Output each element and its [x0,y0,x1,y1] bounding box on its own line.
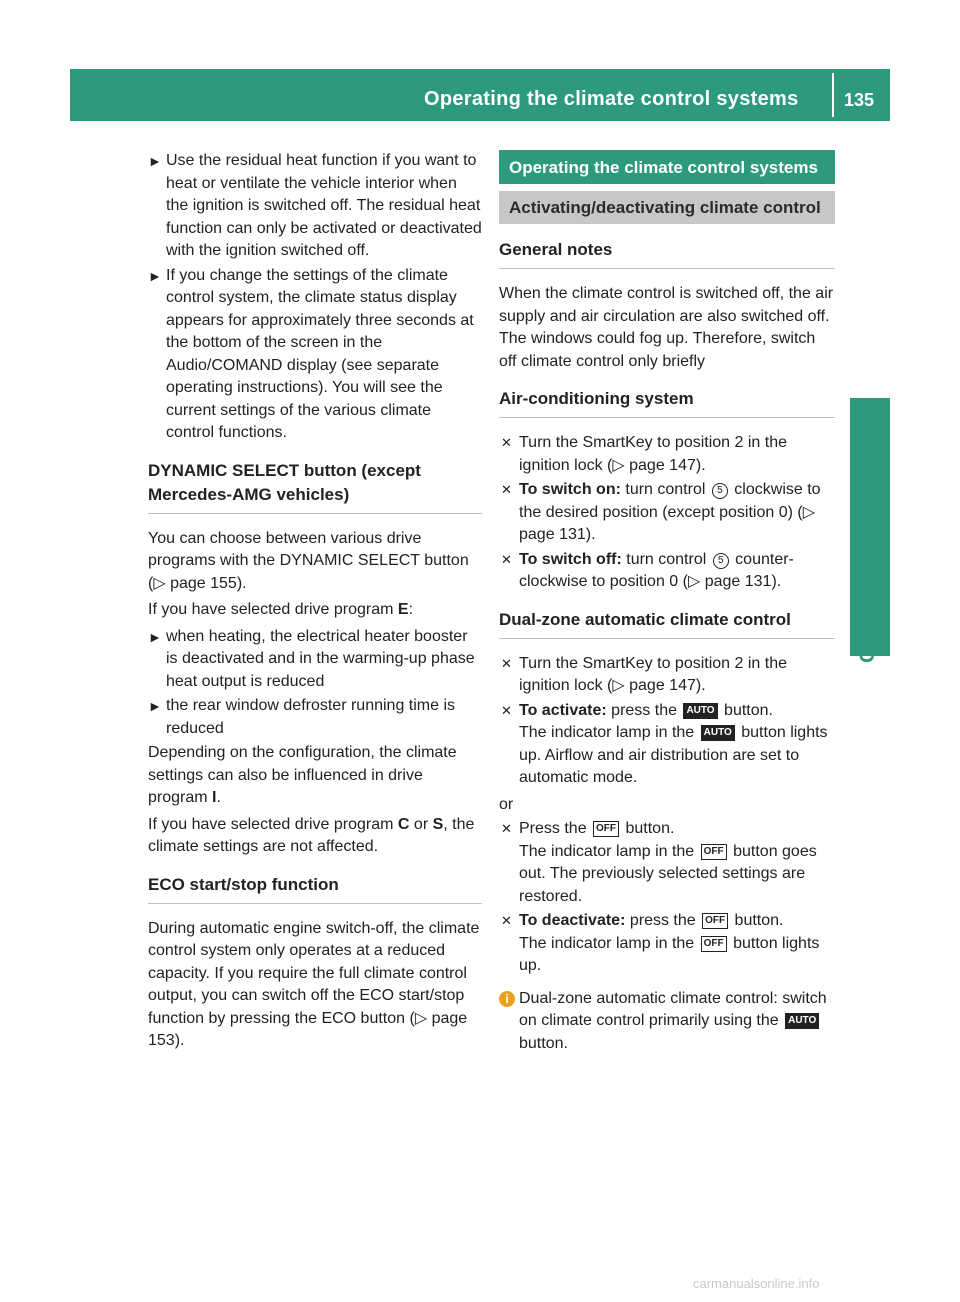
step-item: ✕ To activate: press the AUTO button. The indicator lamp in the AUTO button lights up. Airflow and air distribution are set to automatic mode. [501,701,828,786]
list-item [148,695,482,740]
paragraph: During automatic engine switch-off, the climate control system only operates at a reduced capacity. If you require the full climate control output, you can switch off the ECO start/stop function by pressing the ECO button (▷ page 153). [148,919,480,1049]
bullet-marker-icon: ► [148,267,162,284]
step-item: ✕ Turn the SmartKey to position 2 in the ignition lock (▷ page 147). [501,434,787,474]
bullet-text: when heating, the electrical heater booster is deactivated and in the warming-up phase heat output is reduced [166,627,475,690]
step-item: ✕ Press the OFF button. The indicator lamp in the OFF button goes out. The previously selected settings are restored. [501,820,817,905]
info-note: i Dual-zone automatic climate control: switch on climate control primarily using the AUTO button. [499,988,835,1056]
control-5-icon: 5 [713,553,729,569]
page-number: 135 [844,90,875,110]
step-item: ✕ To switch off: turn control 5 counter-clockwise to position 0 (▷ page 131). [501,550,794,590]
list-item [148,626,482,694]
chapter-label: Climate control [856,510,879,663]
left-column [148,150,482,1057]
auto-button-icon: AUTO [683,703,717,719]
section-heading-dual-zone: Dual-zone automatic climate control [499,608,835,639]
section-banner-operating: Operating the climate control systems [499,150,835,184]
page-title: Operating the climate control systems [424,88,799,110]
paragraph: When the climate control is switched off, the air supply and air circulation are also switched off. The windows could fog up. Therefore, switch off climate control only briefly [499,285,834,370]
off-button-icon: OFF [701,936,727,952]
bullet-marker-icon: ► [148,698,162,714]
off-button-icon: OFF [593,821,619,837]
bullet-text: the rear window defroster running time is reduced [166,697,456,737]
paragraph: Depending on the configuration, the climate settings can also be influenced in drive program I. [148,744,457,806]
header-divider [832,73,834,117]
off-button-icon: OFF [701,844,727,860]
step-arrow-icon: ✕ [501,655,512,671]
or-separator: or [499,795,514,813]
list-item [148,265,482,445]
list-item [148,150,482,263]
section-heading-dynamic-select: DYNAMIC SELECT button (except Mercedes-AMG vehicles) [148,459,482,514]
step-arrow-icon: ✕ [501,702,512,718]
section-heading-air-conditioning: Air-conditioning system [499,387,835,418]
paragraph: If you have selected drive program C or S, the climate settings are not affected. [148,815,475,855]
auto-button-icon: AUTO [785,1013,819,1029]
subsection-banner-activating: Activating/deactivating climate control [499,191,835,224]
off-button-icon: OFF [702,913,728,929]
step-arrow-icon: ✕ [501,821,512,836]
step-arrow-icon: ✕ [501,435,512,450]
control-5-icon: 5 [712,483,728,499]
step-item: ✕ To deactivate: press the OFF button. The indicator lamp in the OFF button lights up. [501,912,820,974]
right-column [499,150,835,1055]
bullet-marker-icon: ► [148,628,162,645]
step-arrow-icon: ✕ [501,551,512,567]
step-item: ✕ To switch on: turn control 5 clockwise to the desired position (except position 0) (▷ page 131). [501,481,821,543]
info-icon: i [499,991,515,1007]
section-heading-general-notes: General notes [499,238,835,269]
auto-button-icon: AUTO [701,725,735,741]
paragraph: If you have selected drive program E: [148,601,414,618]
bullet-text: Use the residual heat function if you want to heat or ventilate the vehicle interior when the ignition is switched off. The residual heat function can only be activated or deactivated with the ignition switched off. [166,152,482,259]
paragraph: You can choose between various drive programs with the DYNAMIC SELECT button (▷ page 155). [148,529,469,592]
step-arrow-icon: ✕ [501,913,512,928]
step-arrow-icon: ✕ [501,482,512,497]
section-heading-eco: ECO start/stop function [148,873,482,904]
watermark: carmanualsonline.info [693,1276,820,1291]
bullet-text: If you change the settings of the climate control system, the climate status display appears for approximately three seconds at the bottom of the screen in the Audio/COMAND display (see separate operating instructions). You will see the current settings of the various climate control functions. [166,266,474,441]
bullet-marker-icon: ► [148,153,162,169]
step-item: ✕ Turn the SmartKey to position 2 in the ignition lock (▷ page 147). [501,654,787,694]
